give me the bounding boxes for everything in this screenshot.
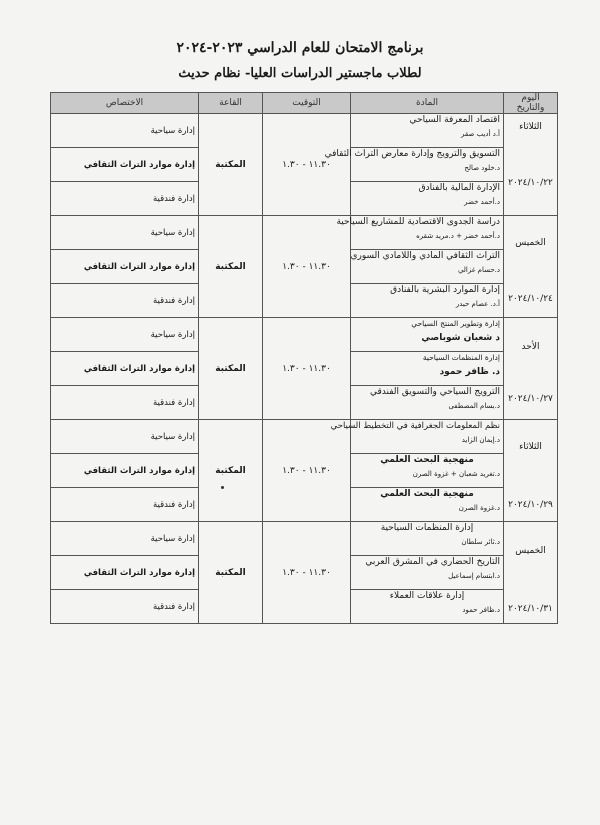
specialization-cell: إدارة فندقية — [51, 284, 199, 318]
subject-cell — [351, 590, 504, 624]
page-title: برنامج الامتحان للعام الدراسي ٢٠٢٣-٢٠٢٤ — [176, 40, 424, 56]
course-name: إدارة وتطوير المنتج السياحي — [411, 319, 500, 328]
instructor-name: د شعبان شوباصي — [421, 333, 500, 343]
course-name: إدارة علاقات العملاء — [389, 591, 465, 601]
subject-cell — [351, 114, 504, 148]
room-cell: المكتبة — [199, 216, 263, 318]
instructor-name: د.غزوة الصرن — [458, 504, 500, 512]
instructor-name: د. ظافر حمود — [439, 367, 500, 377]
room-cell: المكتبة — [199, 420, 263, 522]
instructor-name: أ.د أديب صقر — [461, 130, 500, 138]
header-specialization: الاختصاص — [51, 93, 199, 114]
course-name: التراث الثقافي المادي واللامادي السوري — [350, 251, 500, 261]
instructor-name: د.بسام المصطفى — [448, 402, 500, 410]
specialization-cell: إدارة فندقية — [51, 386, 199, 420]
day-date-cell — [504, 216, 558, 318]
specialization-cell: إدارة موارد التراث الثقافي — [51, 148, 199, 182]
subject-cell — [351, 182, 504, 216]
instructor-name: د.أحمد خضر + د.مريد شقره — [416, 232, 500, 240]
ink-speck — [221, 486, 224, 489]
day-date-cell — [504, 420, 558, 522]
exam-schedule-table — [50, 92, 558, 624]
exam-date: ٢٠٢٤/١٠/٣١ — [508, 604, 553, 614]
course-name: التاريخ الحضاري في المشرق العربي — [365, 557, 500, 567]
page-subtitle: لطلاب ماجستير الدراسات العليا- نظام حديث — [178, 66, 422, 81]
table-row — [51, 420, 558, 454]
course-name: نظم المعلومات الجغرافية في التخطيط السياحي — [330, 421, 500, 431]
subject-cell — [351, 352, 504, 386]
table-row — [51, 216, 558, 250]
subject-cell — [351, 386, 504, 420]
subject-cell — [330, 420, 504, 454]
specialization-cell: إدارة سياحية — [51, 216, 199, 250]
room-cell: المكتبة — [199, 318, 263, 420]
course-name: منهجية البحث العلمي — [380, 455, 474, 465]
room-cell: المكتبة — [199, 114, 263, 216]
day-name: الأحد — [521, 342, 540, 352]
instructor-name: د.ظافر حمود — [462, 606, 500, 614]
instructor-name: د.حسام غزالي — [457, 266, 500, 274]
exam-date: ٢٠٢٤/١٠/٢٤ — [508, 294, 553, 304]
header-room: القاعة — [199, 93, 263, 114]
table-row — [51, 318, 558, 352]
header-day-date: اليوم والتاريخ — [504, 93, 558, 114]
course-name: الترويج السياحي والتسويق الفندقي — [370, 387, 500, 397]
subject-cell — [351, 250, 504, 284]
specialization-cell: إدارة سياحية — [51, 420, 199, 454]
time-cell: ١١.٣٠ - ١.٣٠ — [263, 318, 351, 420]
course-name: دراسة الجدوى الاقتصادية للمشاريع السياحية — [336, 217, 500, 227]
subject-cell — [351, 318, 504, 352]
course-name: منهجية البحث العلمي — [380, 489, 474, 499]
day-date-cell — [504, 318, 558, 420]
subject-cell — [351, 488, 504, 522]
day-name: الخميس — [515, 546, 546, 556]
specialization-cell: إدارة سياحية — [51, 522, 199, 556]
specialization-cell: إدارة موارد التراث الثقافي — [51, 556, 199, 590]
instructor-name: د.تغريد شعبان + غزوة الصرن — [412, 470, 500, 478]
subject-cell — [351, 522, 504, 556]
specialization-cell: إدارة موارد التراث الثقافي — [51, 352, 199, 386]
specialization-cell: إدارة فندقية — [51, 488, 199, 522]
header-subject: المادة — [351, 93, 504, 114]
specialization-cell: إدارة سياحية — [51, 114, 199, 148]
specialization-cell: إدارة موارد التراث الثقافي — [51, 250, 199, 284]
specialization-cell: إدارة فندقية — [51, 182, 199, 216]
table-row — [51, 522, 558, 556]
room-cell: المكتبة — [199, 522, 263, 624]
instructor-name: د.ابتسام إسماعيل — [448, 572, 500, 580]
specialization-cell: إدارة موارد التراث الثقافي — [51, 454, 199, 488]
day-name: الخميس — [515, 238, 546, 248]
specialization-cell: إدارة فندقية — [51, 590, 199, 624]
day-name: الثلاثاء — [519, 122, 542, 132]
instructor-name: د.خلود صالح — [464, 164, 500, 172]
exam-date: ٢٠٢٤/١٠/٢٩ — [508, 500, 553, 510]
instructor-name: أ.د. عصام حيدر — [455, 300, 500, 308]
time-cell: ١١.٣٠ - ١.٣٠ — [263, 216, 351, 318]
instructor-name: د.إيمان الزايد — [461, 436, 500, 444]
time-cell: ١١.٣٠ - ١.٣٠ — [263, 420, 351, 522]
subject-cell — [351, 556, 504, 590]
course-name: إدارة المنظمات السياحية — [380, 523, 474, 533]
subject-cell — [324, 148, 504, 182]
exam-date: ٢٠٢٤/١٠/٢٧ — [508, 394, 553, 404]
subject-cell — [351, 284, 504, 318]
time-cell: ١١.٣٠ - ١.٣٠ — [263, 522, 351, 624]
subject-cell — [351, 454, 504, 488]
day-date-cell — [504, 522, 558, 624]
instructor-name: د.أحمد خضر — [464, 198, 500, 206]
header-time: التوقيت — [263, 93, 351, 114]
subject-cell — [336, 216, 504, 250]
specialization-cell: إدارة سياحية — [51, 318, 199, 352]
day-date-cell — [504, 114, 558, 216]
instructor-name: د.ثائر سلطان — [461, 538, 500, 546]
table-header-row — [51, 93, 558, 114]
table-row — [51, 114, 558, 148]
course-name: إدارة الموارد البشرية بالفنادق — [390, 285, 500, 295]
course-name: اقتصاد المعرفة السياحي — [409, 115, 500, 125]
day-name: الثلاثاء — [519, 442, 542, 452]
course-name: الإدارة المالية بالفنادق — [418, 183, 500, 193]
course-name: إدارة المنظمات السياحية — [422, 353, 500, 362]
time-cell: ١١.٣٠ - ١.٣٠ — [263, 114, 351, 216]
course-name: التسويق والترويج وإدارة معارض التراث الثقافي — [324, 149, 500, 159]
exam-date: ٢٠٢٤/١٠/٢٢ — [508, 178, 553, 188]
